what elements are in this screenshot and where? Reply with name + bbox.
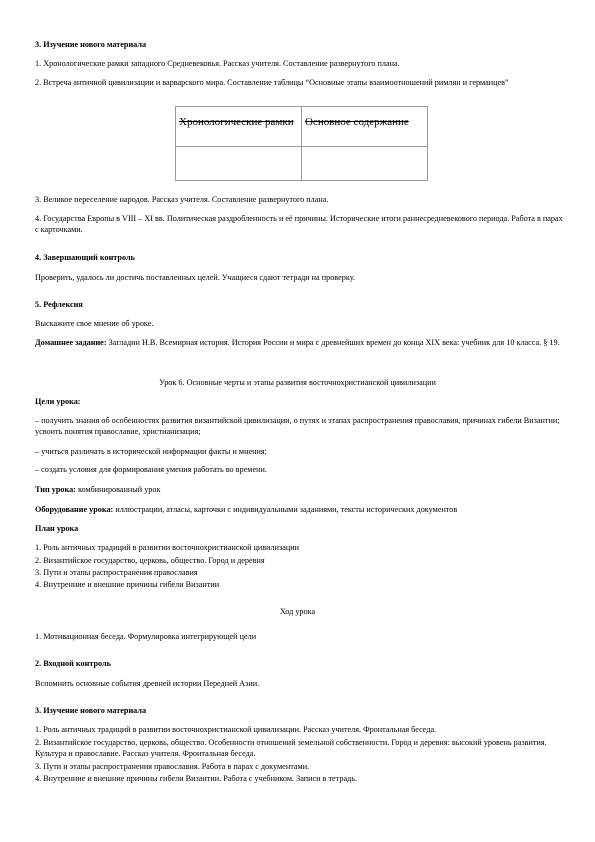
section-heading: 2. Входной контроль [35, 659, 111, 668]
plan-item: 4. Внутренние и внешние причины гибели Византии [35, 580, 220, 589]
table-cell [176, 147, 302, 181]
step3-item: 4. Внутренние и внешние причины гибели Византии. Работа с учебником. Записи в тетрадь. [35, 774, 358, 783]
plan-item: 3. Пути и этапы распространения православия [35, 568, 198, 577]
step3-item: 3. Пути и этапы распространения православия. Работа в парах с документами. [35, 762, 310, 771]
equipment-value: иллюстрации, атласы, карточки с индивидуальными заданиями, тексты исторических документов [113, 505, 458, 514]
section-heading: 3. Изучение нового материала [35, 40, 147, 49]
stages-table [175, 106, 428, 181]
paragraph: Проверить, удалось ли достичь поставленных целей. Учащиеся сдают тетради на проверку. [35, 273, 356, 282]
paragraph: 3. Великое переселение народов. Рассказ учителя. Составление развернутого плана. [35, 195, 329, 204]
goals-heading: Цели урока: [35, 397, 81, 406]
homework-label: Домашнее задание: [35, 338, 107, 347]
paragraph: 4. Государства Европы в VIII – XI вв. Политическая раздробленность и её причины. Исторические итоги раннесредневекового периода. Работа в парах с карточками. [35, 214, 563, 234]
plan-heading: План урока [35, 524, 79, 533]
step-item: 1. Мотивационная беседа. Формулировка интегрирующей цели [35, 632, 257, 641]
section-heading: 5. Рефлексия [35, 300, 83, 309]
goal-item: – учиться различать в исторической информации факты и мнения; [35, 447, 267, 456]
lesson-title: Урок 6. Основные черты и этапы развития восточнохристианской цивилизации [159, 378, 436, 387]
step3-item: 1. Роль античных традиций в развитии восточнохристианской цивилизации. Рассказ учителя. Фронтальная беседа. [35, 725, 437, 734]
plan-item: 1. Роль античных традиций в развитии восточнохристианской цивилизации [35, 543, 300, 552]
course-heading: Ход урока [279, 607, 316, 616]
paragraph: 1. Хронологические рамки западного Средневековья. Рассказ учителя. Составление развернутого плана. [35, 59, 400, 68]
homework-text: Загладин Н.В. Всемирная история. История России и мира с древнейших времен до конца XIX века: учебник для 10 класса. § 19. [106, 338, 560, 347]
lesson-equipment [35, 504, 565, 515]
plan-item: 2. Византийское государство, церковь, общество. Город и деревня [35, 556, 265, 565]
table-cell [302, 147, 428, 181]
homework-paragraph [35, 337, 565, 348]
lesson-type-value: комбинированный урок [75, 485, 161, 494]
goal-item: – создать условия для формирования умения работать во времени. [35, 465, 267, 474]
lesson-type-label: Тип урока: [35, 485, 76, 494]
section-heading: 4. Завершающий контроль [35, 253, 135, 262]
step3-item: 2. Византийское государство, церковь, общество. Особенности отношений земельной собственности. Город и деревня: высокий уровень развития. Культура и православие. Рассказ учителя. Фронтальная беседа. [35, 738, 547, 758]
lesson-type [35, 484, 565, 495]
table-header-cell: Хронологические рамки [176, 107, 302, 147]
table-header-cell: Основное содержание [302, 107, 428, 147]
section-heading: 3. Изучение нового материала [35, 706, 147, 715]
paragraph: Выскажите свое мнение об уроке. [35, 319, 154, 328]
goal-item: – получить знания об особенностях развития византийской цивилизации, о путях и этапах распространения православия, причинах гибели Византии; усвоить понятия православие, христианизация; [35, 416, 560, 436]
paragraph: 2. Встреча античной цивилизации и варварского мира. Составление таблицы “Основные этапы взаимоотношений римлян и германцев” [35, 78, 509, 87]
equipment-label: Оборудование урока: [35, 505, 114, 514]
paragraph: Вспомнить основные события древней истории Передней Азии. [35, 679, 260, 688]
